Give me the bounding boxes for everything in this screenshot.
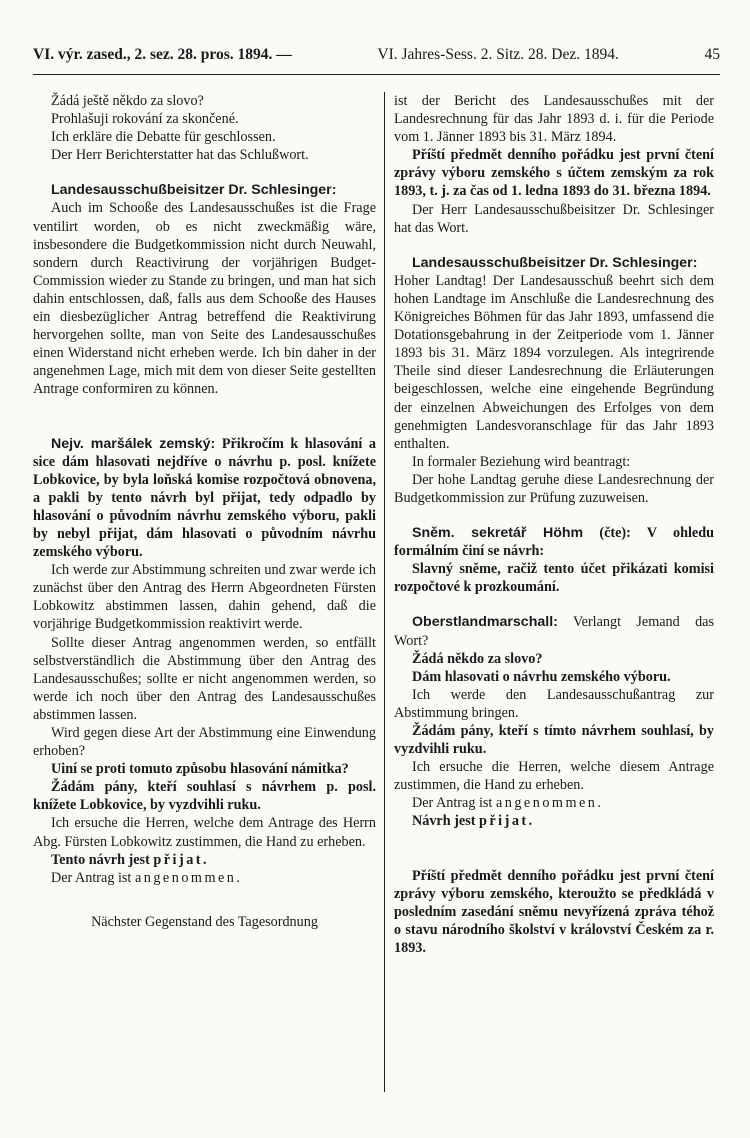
result-text: Der Antrag ist: [412, 795, 493, 812]
paragraph: In formaler Beziehung wird beantragt:: [412, 453, 631, 470]
paragraph: Hoher Landtag! Der Landesausschuß beehrt sich dem hohen Landtage im Anschluße die Landesrechnung des Königreiches Böhmen für das Jahr 1893, umfassend die Dotationsgebahrung in der Zeitperiode vom 1. Jänner 1893 bis 31. März 1894 vorzulegen. Als integrirende Theile sind dieser Landesrechnung die Erläuterungen beigeschlossen, welche eine eingehende Begründung der einzelnen Abweichungen des Erfolges von dem genehmigten Landesvoranschlage für das Jahr 1893 enthalten.: [394, 272, 714, 452]
speaker-heading: [394, 254, 714, 272]
paragraph: Der Herr Berichterstatter hat das Schlußwort.: [51, 147, 309, 164]
result-word: přijat.: [153, 851, 210, 868]
result-text: Návrh jest: [412, 813, 476, 830]
speaker-name: Nejv. maršálek zemský:: [51, 435, 216, 452]
paragraph: Uiní se proti tomuto způsobu hlasování námitka?: [51, 761, 349, 778]
paragraph: Auch im Schooße des Landesausschußes ist die Frage ventilirt worden, ob es nicht zweckmäßig wäre, insbesondere die Budgetkommission nicht durch Neuwahl, sondern durch Reactivirung der vorjährigen Budget-Commission wieder zu Stande zu bringen, und man hat sich dahin entschlossen, daß, falls aus dem Schooße des Hauses ein diesbezüglicher Antrag betreffend die Reaktivirung hervorgehen sollte, man von Seite des Landesausschußes einen Widerstand nicht erheben werde. Ich bin daher in der angenehmen Lage, mich mit dem von dieser Seite gestellten Antrage conformiren zu können.: [33, 200, 376, 398]
paragraph: Ich erkläre die Debatte für geschlossen.: [51, 129, 276, 146]
speaker-text: (čte): V ohledu formálním činí se návrh:: [394, 525, 715, 560]
result-word: přijat.: [478, 813, 535, 830]
column-divider: [384, 92, 385, 1092]
speaker-text: Přikročím k hlasování a sice dám hlasovati nejdříve o návrhu p. posl. knížete Lobkovice, by byla loňská komise rozpočtová obnovena, a pakli by tento návrh byl přijat, tedy odpadlo by hlasování o původním návrhu zemského výboru, pakli by nebyl přijat, dám hlasovati o původním návrhu zemského výboru.: [33, 435, 376, 561]
result-line: [394, 794, 714, 812]
paragraph: Žádá ještě někdo za slovo?: [51, 93, 204, 109]
paragraph: Žádám pány, kteří souhlasí s návrhem p. posl. knížete Lobkovice, by vyzdvihli ruku.: [33, 779, 376, 814]
paragraph: Ich ersuche die Herren, welche diesem Antrage zustimmen, die Hand zu erheben.: [394, 759, 714, 794]
paragraph: Příští předmět denního pořádku jest první čtení zprávy výboru zemského, kteroužto se předkládá v posledním zasedání sněmu nevyřízená zpráva téhož o stavu národního školství v království Českém za r. 1893.: [394, 867, 714, 956]
paragraph: Der hohe Landtag geruhe diese Landesrechnung der Budgetkommission zur Prüfung zuzuweisen.: [394, 471, 714, 506]
paragraph: Ich werde den Landesausschußantrag zur Abstimmung bringen.: [394, 686, 714, 721]
result-line: [394, 812, 714, 830]
result-text: Der Antrag ist: [51, 869, 132, 886]
paragraph: Sollte dieser Antrag angenommen werden, so entfällt selbstverständlich die Abstimmung über den Antrag des Landesausschußes; sollte er nicht angenommen werden, so werde ich noch über den Antrag des Landesausschußes abstimmen lassen.: [33, 634, 376, 723]
paragraph: ist der Bericht des Landesausschußes mit der Landesrechnung für das Jahr 1893 d. i. für die Periode vom 1. Jänner 1893 bis 31. März 1894.: [394, 93, 714, 146]
paragraph: Žádá někdo za slovo?: [412, 650, 543, 667]
result-word: angenommen.: [495, 795, 604, 812]
paragraph: Ich werde zur Abstimmung schreiten und zwar werde ich zunächst über den Antrag des Herrn Abgeordneten Fürsten Lobkowitz abstimmen lassen, dahin gehend, daß die vorjährige Budgetkommission reaktivirt werde.: [33, 562, 376, 633]
speaker-paragraph: [394, 524, 714, 560]
paragraph: Slavný sněme, račiž tento účet přikázati komisi rozpočtové k prozkoumání.: [394, 561, 714, 596]
paragraph: Prohlašuji rokování za skončené.: [51, 111, 239, 128]
result-line: [33, 869, 376, 887]
paragraph: Dám hlasovati o návrhu zemského výboru.: [412, 668, 671, 685]
speaker-text: Verlangt Jemand das Wort?: [394, 614, 715, 649]
speaker-name: Oberstlandmarschall:: [412, 614, 558, 631]
page-number: 45: [704, 46, 720, 63]
speaker-name: Landesausschußbeisitzer Dr. Schlesinger:: [412, 254, 698, 271]
result-line: [33, 851, 376, 869]
speaker-paragraph: [394, 613, 714, 649]
speaker-name: Landesausschußbeisitzer Dr. Schlesinger:: [51, 182, 337, 199]
speaker-heading: [33, 181, 376, 199]
paragraph: Žádám pány, kteří s tímto návrhem souhlasí, by vyzdvihli ruku.: [394, 723, 714, 758]
right-column: [394, 92, 714, 957]
header-german: VI. Jahres-Sess. 2. Sitz. 28. Dez. 1894.: [377, 46, 619, 63]
left-column: [33, 92, 376, 931]
result-word: angenommen.: [134, 869, 243, 886]
header-czech: VI. výr. zased., 2. sez. 28. pros. 1894. —: [33, 46, 292, 63]
speaker-paragraph: [33, 435, 376, 562]
result-text: Tento návrh jest: [51, 851, 150, 868]
page-header: [33, 46, 720, 64]
paragraph: Ich ersuche die Herren, welche dem Antrage des Herrn Abg. Fürsten Lobkowitz zustimmen, die Hand zu erheben.: [33, 815, 376, 850]
header-rule: [33, 74, 720, 75]
paragraph: Der Herr Landesausschußbeisitzer Dr. Schlesinger hat das Wort.: [394, 201, 714, 236]
paragraph: Příští předmět denního pořádku jest první čtení zprávy výboru zemského s účtem zemským za rok 1893, t. j. za čas od 1. ledna 1893 do 31. března 1894.: [394, 147, 714, 200]
speaker-name: Sněm. sekretář Höhm: [412, 525, 584, 542]
agenda-heading: Nächster Gegenstand des Tagesordnung: [91, 913, 318, 930]
paragraph: Wird gegen diese Art der Abstimmung eine Einwendung erhoben?: [33, 725, 376, 760]
